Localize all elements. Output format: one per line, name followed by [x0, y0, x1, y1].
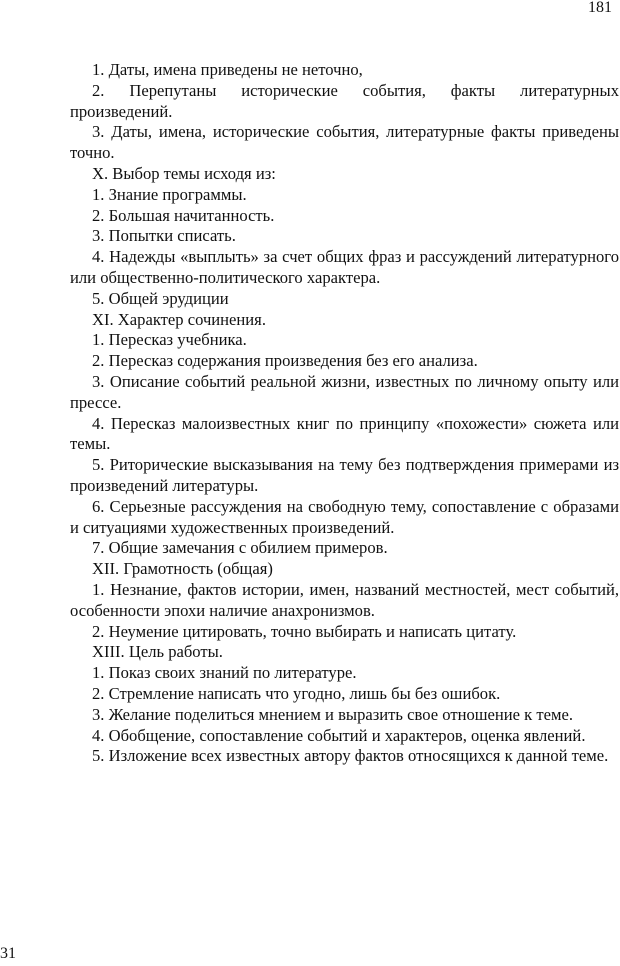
paragraph: 5. Изложение всех известных автору фактов относящихся к данной теме.	[92, 746, 609, 766]
corner-page-mark: 31	[0, 945, 16, 962]
section-heading: X. Выбор темы исходя из:	[92, 163, 276, 183]
document-body	[70, 60, 619, 767]
paragraph: 5. Общей эрудиции	[92, 288, 229, 308]
paragraph: 2. Большая начитанность.	[92, 205, 275, 225]
paragraph: 1. Даты, имена приведены не неточно,	[92, 60, 363, 79]
paragraph: 1. Показ своих знаний по литературе.	[92, 663, 357, 683]
paragraph: 3. Попытки списать.	[92, 226, 236, 246]
paragraph: 3. Даты, имена, исторические события, литературные факты приведены точно.	[70, 122, 619, 163]
paragraph: 1. Знание программы.	[92, 184, 247, 204]
paragraph: 2. Стремление написать что угодно, лишь бы без ошибок.	[92, 683, 501, 703]
section-heading: XII. Грамотность (общая)	[92, 559, 273, 579]
section-heading: XIII. Цель работы.	[92, 642, 223, 662]
paragraph: 4. Обобщение, сопоставление событий и характеров, оценка явлений.	[92, 725, 586, 745]
page-number: 181	[588, 0, 612, 16]
paragraph: 1. Пересказ учебника.	[92, 330, 247, 350]
paragraph: 2. Перепутаны исторические события, факты литературных произведений.	[70, 80, 619, 121]
paragraph: 2. Пересказ содержания произведения без его анализа.	[92, 351, 478, 371]
paragraph: 2. Неумение цитировать, точно выбирать и написать цитату.	[92, 621, 517, 641]
paragraph: 5. Риторические высказывания на тему без подтверждения примерами из произведений литературы.	[70, 455, 619, 495]
paragraph: 6. Серьезные рассуждения на свободную тему, сопоставление с образами и ситуациями художественных произведений.	[70, 496, 619, 537]
paragraph: 3. Желание поделиться мнением и выразить свое отношение к теме.	[92, 704, 573, 724]
paragraph: 7. Общие замечания с обилием примеров.	[92, 538, 388, 558]
paragraph: 4. Надежды «выплыть» за счет общих фраз и рассуждений литературного или общественно-политического характера.	[70, 247, 619, 287]
paragraph: 3. Описание событий реальной жизни, известных по личному опыту или прессе.	[70, 371, 619, 412]
paragraph: 1. Незнание, фактов истории, имен, названий местностей, мест событий, особенности эпохи наличие анахронизмов.	[70, 579, 619, 620]
section-heading: XI. Характер сочинения.	[92, 309, 266, 329]
paragraph: 4. Пересказ малоизвестных книг по принципу «похожести» сюжета или темы.	[70, 413, 619, 454]
